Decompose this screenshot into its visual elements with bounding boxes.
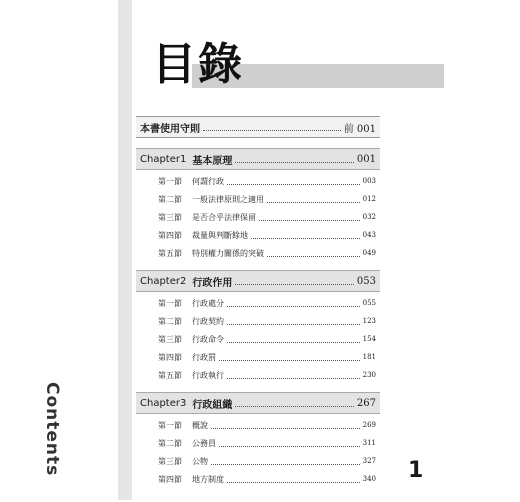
chapter-page: 267 bbox=[356, 397, 376, 409]
leader-dots bbox=[227, 306, 360, 307]
leader-dots bbox=[235, 284, 354, 285]
section-row[interactable] bbox=[136, 348, 380, 366]
section-row[interactable] bbox=[136, 208, 380, 226]
leader-dots bbox=[211, 428, 360, 429]
section-row[interactable] bbox=[136, 470, 380, 488]
section-title: 地方制度 bbox=[192, 474, 224, 484]
toc-guide-row[interactable] bbox=[136, 116, 380, 138]
section-label: 第四節 bbox=[158, 352, 182, 362]
chapter-block bbox=[136, 148, 380, 262]
table-of-contents bbox=[136, 116, 380, 496]
chapter-label: Chapter2 bbox=[140, 275, 187, 287]
section-label: 第四節 bbox=[158, 230, 182, 240]
page-number: 1 bbox=[408, 458, 424, 483]
section-row[interactable] bbox=[136, 330, 380, 348]
section-row[interactable] bbox=[136, 244, 380, 262]
section-page: 003 bbox=[362, 177, 376, 185]
section-title: 行政罰 bbox=[192, 352, 216, 362]
section-page: 327 bbox=[362, 457, 376, 465]
sidebar-band bbox=[118, 0, 132, 500]
section-row[interactable] bbox=[136, 172, 380, 190]
section-page: 123 bbox=[362, 317, 376, 325]
section-label: 第一節 bbox=[158, 420, 182, 430]
leader-dots bbox=[227, 378, 360, 379]
chapter-row[interactable] bbox=[136, 392, 380, 414]
page-title: 目錄 bbox=[152, 39, 244, 90]
section-page: 055 bbox=[362, 299, 376, 307]
section-label: 第一節 bbox=[158, 176, 182, 186]
leader-dots bbox=[267, 256, 360, 257]
section-label: 第三節 bbox=[158, 212, 182, 222]
section-row[interactable] bbox=[136, 452, 380, 470]
section-title: 裁量與判斷餘地 bbox=[192, 230, 248, 240]
leader-dots bbox=[227, 184, 360, 185]
leader-dots bbox=[259, 220, 360, 221]
section-title: 特別權力關係的突破 bbox=[192, 248, 264, 258]
chapter-row[interactable] bbox=[136, 270, 380, 292]
chapter-label: Chapter1 bbox=[140, 153, 187, 165]
section-title: 行政命令 bbox=[192, 334, 224, 344]
guide-page: 前 001 bbox=[343, 123, 376, 135]
section-row[interactable] bbox=[136, 190, 380, 208]
chapter-page: 001 bbox=[356, 153, 376, 165]
title-block bbox=[152, 38, 444, 92]
section-label: 第五節 bbox=[158, 370, 182, 380]
leader-dots bbox=[211, 464, 360, 465]
chapter-row[interactable] bbox=[136, 148, 380, 170]
section-row[interactable] bbox=[136, 366, 380, 384]
section-page: 032 bbox=[362, 213, 376, 221]
leader-dots bbox=[227, 324, 360, 325]
section-page: 049 bbox=[362, 249, 376, 257]
chapter-label: Chapter3 bbox=[140, 397, 187, 409]
leader-dots bbox=[235, 406, 354, 407]
section-label: 第三節 bbox=[158, 456, 182, 466]
section-title: 公物 bbox=[192, 456, 208, 466]
section-title: 行政處分 bbox=[192, 298, 224, 308]
section-page: 154 bbox=[362, 335, 376, 343]
section-label: 第二節 bbox=[158, 194, 182, 204]
section-label: 第四節 bbox=[158, 474, 182, 484]
section-row[interactable] bbox=[136, 312, 380, 330]
section-row[interactable] bbox=[136, 416, 380, 434]
section-label: 第二節 bbox=[158, 438, 182, 448]
section-page: 311 bbox=[362, 439, 376, 447]
section-label: 第三節 bbox=[158, 334, 182, 344]
section-row[interactable] bbox=[136, 226, 380, 244]
chapter-page: 053 bbox=[356, 275, 376, 287]
section-page: 181 bbox=[362, 353, 376, 361]
section-row[interactable] bbox=[136, 294, 380, 312]
leader-dots bbox=[219, 446, 360, 447]
leader-dots bbox=[203, 130, 341, 131]
section-row[interactable] bbox=[136, 434, 380, 452]
section-title: 一般法律原則之適用 bbox=[192, 194, 264, 204]
section-title: 概說 bbox=[192, 420, 208, 430]
chapter-title: 行政作用 bbox=[192, 277, 233, 289]
section-label: 第五節 bbox=[158, 248, 182, 258]
leader-dots bbox=[267, 202, 360, 203]
section-title: 行政契約 bbox=[192, 316, 224, 326]
leader-dots bbox=[227, 342, 360, 343]
section-title: 何謂行政 bbox=[192, 176, 224, 186]
leader-dots bbox=[251, 238, 360, 239]
chapter-title: 行政組織 bbox=[192, 399, 233, 411]
chapter-block bbox=[136, 270, 380, 384]
section-page: 340 bbox=[362, 475, 376, 483]
section-page: 230 bbox=[362, 371, 376, 379]
section-label: 第二節 bbox=[158, 316, 182, 326]
section-label: 第一節 bbox=[158, 298, 182, 308]
leader-dots bbox=[219, 360, 360, 361]
leader-dots bbox=[235, 162, 354, 163]
section-title: 行政執行 bbox=[192, 370, 224, 380]
section-page: 043 bbox=[362, 231, 376, 239]
guide-title: 本書使用守則 bbox=[140, 123, 200, 135]
section-title: 是否合乎法律保留 bbox=[192, 212, 256, 222]
chapter-block bbox=[136, 392, 380, 488]
section-page: 012 bbox=[362, 195, 376, 203]
section-page: 269 bbox=[362, 421, 376, 429]
contents-vertical-label: Contents bbox=[42, 382, 62, 477]
leader-dots bbox=[227, 482, 360, 483]
section-title: 公務員 bbox=[192, 438, 216, 448]
chapter-title: 基本原理 bbox=[192, 155, 233, 167]
